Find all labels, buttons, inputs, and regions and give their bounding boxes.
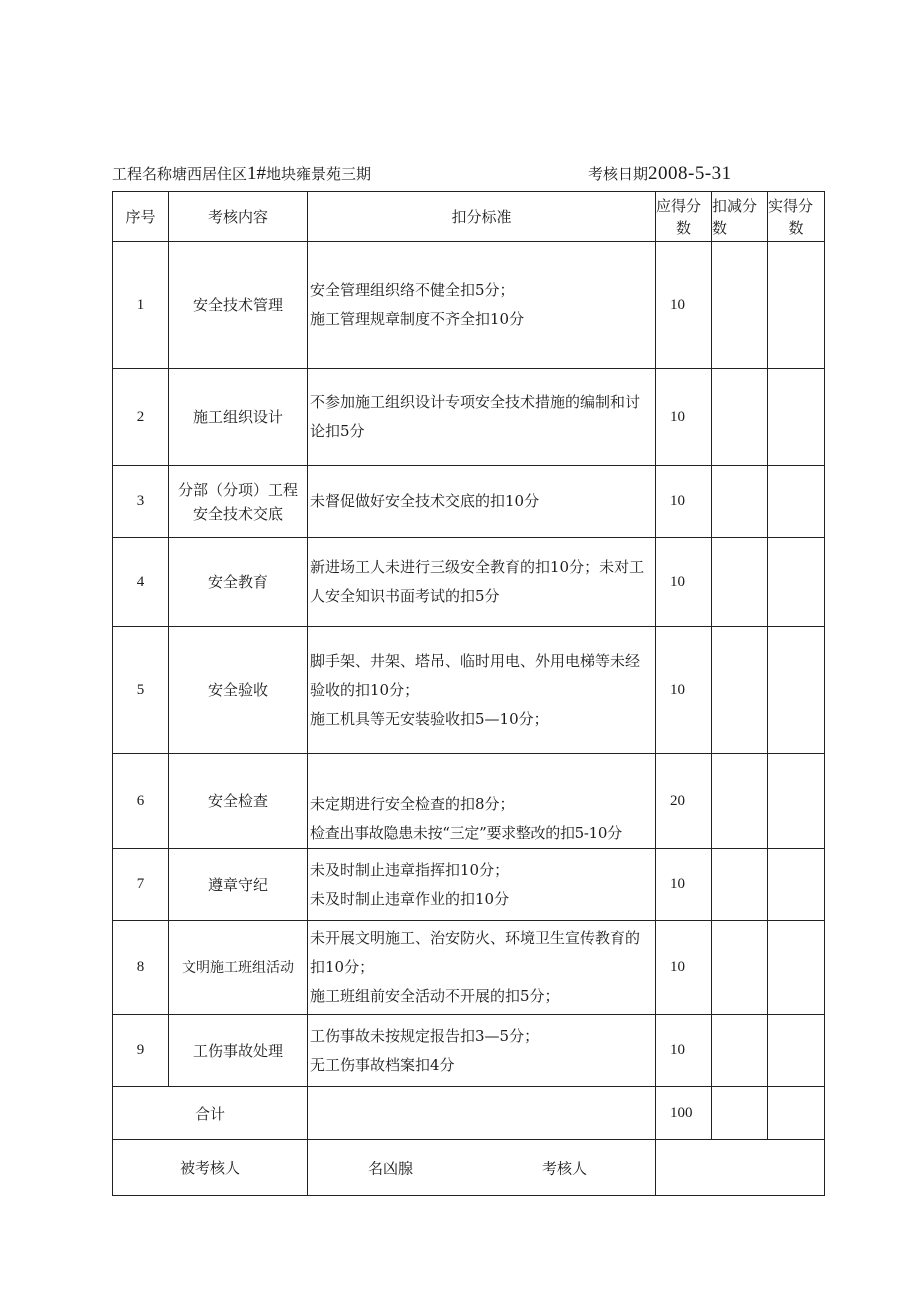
row-content: 遵章守纪	[169, 849, 308, 921]
signature-row	[113, 1140, 825, 1196]
total-actual-cell[interactable]	[768, 1087, 825, 1140]
header-content: 考核内容	[169, 192, 308, 242]
row-due-score: 10	[656, 921, 712, 1015]
table-row	[113, 242, 825, 369]
form-header	[112, 163, 824, 189]
row-seq: 4	[113, 538, 169, 627]
row-content: 工伤事故处理	[169, 1015, 308, 1087]
table-header-row	[113, 192, 825, 242]
table-row	[113, 754, 825, 849]
project-name: 工程名称塘西居住区1#地块雍景苑三期	[112, 163, 372, 184]
row-due-score: 10	[656, 849, 712, 921]
row-deduct-cell[interactable]	[712, 849, 768, 921]
row-deduct-cell[interactable]	[712, 242, 768, 369]
table-row	[113, 849, 825, 921]
assessment-table	[112, 191, 825, 1196]
row-deduct-cell[interactable]	[712, 538, 768, 627]
signature-cell	[308, 1140, 656, 1196]
assessee-label: 被考核人	[113, 1140, 308, 1196]
total-row	[113, 1087, 825, 1140]
row-seq: 8	[113, 921, 169, 1015]
row-actual-cell[interactable]	[768, 754, 825, 849]
row-standard: 不参加施工组织设计专项安全技术措施的编制和讨 论扣5分	[308, 369, 656, 466]
row-seq: 7	[113, 849, 169, 921]
total-deduct-cell[interactable]	[712, 1087, 768, 1140]
assessee-name: 名凶腺	[368, 1159, 414, 1177]
row-due-score: 10	[656, 538, 712, 627]
row-deduct-cell[interactable]	[712, 466, 768, 538]
header-seq: 序号	[113, 192, 169, 242]
row-due-score: 10	[656, 1015, 712, 1087]
row-content: 安全检查	[169, 754, 308, 849]
total-due-score: 100	[656, 1087, 712, 1140]
row-actual-cell[interactable]	[768, 627, 825, 754]
row-deduct-cell[interactable]	[712, 369, 768, 466]
row-content: 安全验收	[169, 627, 308, 754]
assessment-date: 考核日期2008-5-31	[588, 163, 732, 184]
row-seq: 1	[113, 242, 169, 369]
row-actual-cell[interactable]	[768, 242, 825, 369]
row-due-score: 20	[656, 754, 712, 849]
header-actual-score: 实得分 数	[768, 192, 825, 242]
table-row	[113, 466, 825, 538]
row-due-score: 10	[656, 369, 712, 466]
row-standard: 未及时制止违章指挥扣10分； 未及时制止违章作业的扣10分	[308, 849, 656, 921]
row-seq: 9	[113, 1015, 169, 1087]
table-row	[113, 369, 825, 466]
row-due-score: 10	[656, 242, 712, 369]
table-row	[113, 538, 825, 627]
row-seq: 6	[113, 754, 169, 849]
assessor-signature-cell[interactable]	[656, 1140, 825, 1196]
assessor-label: 考核人	[542, 1159, 588, 1177]
row-actual-cell[interactable]	[768, 538, 825, 627]
row-deduct-cell[interactable]	[712, 754, 768, 849]
row-content: 安全技术管理	[169, 242, 308, 369]
row-actual-cell[interactable]	[768, 849, 825, 921]
row-seq: 5	[113, 627, 169, 754]
row-content: 文明施工班组活动	[169, 921, 308, 1015]
table-row	[113, 627, 825, 754]
row-actual-cell[interactable]	[768, 921, 825, 1015]
row-standard: 工伤事故未按规定报告扣3—5分； 无工伤事故档案扣4分	[308, 1015, 656, 1087]
row-seq: 3	[113, 466, 169, 538]
header-deduct-score: 扣减分 数	[712, 192, 768, 242]
table-row	[113, 1015, 825, 1087]
row-content: 分部（分项）工程 安全技术交底	[169, 466, 308, 538]
table-row	[113, 921, 825, 1015]
row-actual-cell[interactable]	[768, 466, 825, 538]
row-standard: 未定期进行安全检查的扣8分； 检查出事故隐患未按“三定”要求整改的扣5-10分	[308, 754, 656, 849]
row-standard: 安全管理组织络不健全扣5分； 施工管理规章制度不齐全扣10分	[308, 242, 656, 369]
row-standard: 未开展文明施工、治安防火、环境卫生宣传教育的 扣10分； 施工班组前安全活动不开展的扣5分；	[308, 921, 656, 1015]
row-deduct-cell[interactable]	[712, 921, 768, 1015]
total-label: 合计	[113, 1087, 308, 1140]
row-deduct-cell[interactable]	[712, 627, 768, 754]
row-due-score: 10	[656, 466, 712, 538]
row-deduct-cell[interactable]	[712, 1015, 768, 1087]
row-due-score: 10	[656, 627, 712, 754]
row-content: 安全教育	[169, 538, 308, 627]
row-standard: 新进场工人未进行三级安全教育的扣10分；未对工 人安全知识书面考试的扣5分	[308, 538, 656, 627]
row-actual-cell[interactable]	[768, 1015, 825, 1087]
row-seq: 2	[113, 369, 169, 466]
row-standard: 脚手架、井架、塔吊、临时用电、外用电梯等未经 验收的扣10分； 施工机具等无安装验收扣5—10分；	[308, 627, 656, 754]
total-standard-cell	[308, 1087, 656, 1140]
row-content: 施工组织设计	[169, 369, 308, 466]
header-due-score: 应得分 数	[656, 192, 712, 242]
row-standard: 未督促做好安全技术交底的扣10分	[308, 466, 656, 538]
header-standard: 扣分标准	[308, 192, 656, 242]
row-actual-cell[interactable]	[768, 369, 825, 466]
